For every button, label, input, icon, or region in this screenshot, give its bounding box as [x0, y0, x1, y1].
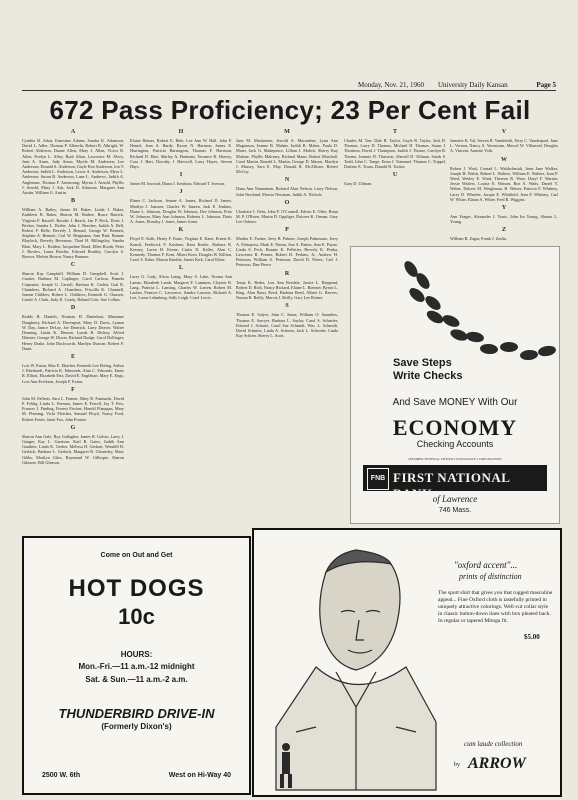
- name-list: William A. Bailey, James M. Baker, Linda J. Baker, Kathleen B. Baker, Sharon M. Barbee, Bruce Barrick, Virginia P. Bassell, Rosalie J. Beach, Jan P. Beck, Doris J. Becker, Sandra L. Beebe, John J. Beecher, Judith A. Bell, Robert F. Belle, Beverly J. Benard, George W. Bennett, Stephen A. Bennett, Carl W. Bergmann, Ann Bird, Bonnie Blaylock, Beverly Bevenour, Thad H. Billingsley, Sandra Blair, Mary L. Bolden, Jacqueline Bond, Ellen Booth, Peter J. Bowles, Laura Bowlin, Edward Bradley, Carolyn S. Brewer, Melvin Brown, Nancy Brunner.: [22, 207, 124, 260]
- section-letter: C: [70, 262, 76, 269]
- name-list: Charles M. Tarr, Dale B. Taylor, Gayle R. Taylor, Jack R. Thomas, Larry D. Thomas, Michael H. Thomas, Susan J. Thornton, David J. Thompson, Judith J. Thorne, Carolyn B. Thorne, Jeannie D. Thurston, Sherrill D. Tillman, Sarah S. Todd, John C. Tonge, Erma J. Trammel, Thomas C. Trippel, Darlene E. Truan, Donald R. Tucker.: [344, 138, 446, 170]
- bank-name: FIRST NATIONAL BANK: [393, 470, 510, 501]
- slogan-line-2: Write Checks: [393, 370, 463, 382]
- section-letter: V: [501, 129, 507, 135]
- bank-town: of Lawrence: [432, 494, 478, 504]
- section-letter: R: [284, 270, 290, 277]
- arrow-price: $5.00: [524, 633, 540, 641]
- masthead-rule: [22, 90, 556, 91]
- name-list: Sharon Kay Campbell, William D. Campbell, Scott J. Cantier, Barbara M. Caplinger, Carol Carlson, Pamela Carpenter, Joseph G. Carroll, Barbara K. Catlett, Gail R. Chambers, Richard A. Chambers, Priscilla K. Channell, Jeanne Childers, Robert L. Childress, Kenneth G. Clausen, Carole A. Clark, Judy K. Coady, Roland Cole, Sue Collins.: [22, 271, 124, 303]
- section-letter: L: [178, 265, 183, 272]
- bank-checking: Checking Accounts: [416, 439, 494, 449]
- name-list-column-4: [344, 126, 446, 246]
- name-list: Roddy B. Daniels, Norman H. Danielson, Marianne Daugherty, Richard A. Davenport, Mary D. Davis, Lyman W. Day, Janice DeLay, Joe Deatrick, Larry Deaver, Walter Denning, Linda K. Denton, Lynda R. Dickey, Alfred Dittmer, George W. Dixon, Richard Dodge, Carol Dollinger, Henry Drake, John Duckworth, Marilyn Duncan, Robert F. Dunn.: [22, 314, 124, 351]
- name-list: Ann Yeager, Alexander J. Youts, John Ira Young, Sharon L. Young.: [450, 214, 558, 225]
- name-list: Larry G. Lady, Alicia Laing, Mary S. Lake, Norma Ann Lamar, Elizabeth Lamb, Margaret F. Lammon, Clayton R. Lang, Patricia L. Lansing, Charles W. Larsen, Robert M. Lauber, Frances C. Lawrence, Sandra Lawson, Richard A. Lee, Lorna Lehmberg, Sally Leigh, Carol Lewis.: [130, 274, 232, 301]
- section-letter: F: [71, 386, 75, 393]
- section-letter: G: [70, 424, 76, 431]
- bank-and-save: And Save MONEY With Our: [392, 397, 518, 408]
- bank-address: 746 Mass.: [438, 507, 472, 514]
- name-list-column-1: [22, 126, 124, 536]
- arrow-brand-logo: ARROW: [468, 755, 526, 772]
- section-letter: H: [178, 129, 184, 135]
- man-portrait-illustration: [256, 532, 446, 792]
- arrow-copy: The sport shirt that gives you that rugged masculine appeal... Fine Oxford cloth is tastefully printed in uniquely attractive colorings. Well-cut collar style in classic button-down lines with box pleated back. In regular or tapered Mitoga fit.: [438, 590, 553, 624]
- section-letter: Y: [501, 205, 507, 212]
- bank-economy: ECONOMY: [392, 415, 518, 440]
- section-letter: T: [392, 129, 397, 135]
- section-letter: Z: [501, 227, 506, 234]
- drive-in-address: 2500 W. 6th: [42, 772, 81, 779]
- name-list: James M. Inwood, Diana J. Isenhour, Edward T. Iverson.: [130, 181, 226, 187]
- name-list: Thomas E. Salyer, John C. Sauer, William O. Saunders, Thomas E. Sawyer, Barbara L. Saylor, Carol S. Schaefer, Edward J. Scharfe, Carol Sue Schmidt, Wm. L. Schmidt, David Schmitz, Linda A. Schoess, Jack L. Schroder, Linda Kay Schrier, Sherry L. Scott.: [236, 312, 338, 339]
- name-list: Gary D. Ullman.: [344, 181, 373, 187]
- section-letter: A: [70, 129, 76, 135]
- page-number: Page 5: [536, 81, 556, 89]
- section-letter: O: [284, 199, 290, 206]
- section-letter: B: [70, 198, 75, 205]
- drive-in-hot-dogs: HOT DOGS: [68, 575, 205, 602]
- drive-in-highway: West on Hi-Way 40: [168, 772, 231, 779]
- footprints-illustration: [351, 251, 559, 361]
- section-letter: U: [392, 172, 398, 179]
- arrow-by: by: [454, 762, 460, 768]
- arrow-collection: cum laude collection: [464, 740, 523, 748]
- name-list: Sharon Ann Gale, Roy Gallagher, James R. Galvin, Larry J. Gauger, Kay L. Garrison, Karl R. Gates, Judith Ann Gauthier, Linda K. Gerber, Melissa H. Gerhart, Wendell B. Gerlach, Barbara L. Gerlach, Margaret R. Ghormley, Mary Gibbs, Marilyn Giles, Raymond W. Gillespie, Sharon Gilmore, Bill Gleason.: [22, 433, 124, 465]
- name-list: Jane M. Mackenzie, Jerrold A. Macomber, Lynn Ann Magnuson, Jeanne R. Mahan, Judith R. Maher, Paula D. Maier, Jack G. Makepeace, Lillian J. Malick, Sherry Kay Malone, Phyllis Maloney, Richard Mann, Robert Marshall, Carol Martin, Ronald L. Martin, George D. Mason, Marilyn J. Massey, Sara E. May, Donald R. McAllister, Robert McCoy.: [236, 138, 338, 175]
- section-letter: J: [179, 189, 183, 196]
- section-letter: K: [178, 227, 184, 234]
- section-letter: P: [285, 227, 289, 234]
- drive-in-name: THUNDERBIRD DRIVE-IN: [58, 706, 215, 721]
- drive-in-come-on: Come on Out and Get: [100, 552, 173, 559]
- section-letter: E: [70, 353, 75, 360]
- bank-logo: FNB: [367, 468, 389, 490]
- drive-in-formerly: (Formerly Dixon's): [101, 722, 172, 731]
- drive-in-price: 10c: [118, 604, 155, 629]
- name-list: Lois W. Eaton, Max E. Ebacher, Kenneth Lee Ebling, Arthur J. Eberhardt, Patricia K. Edmonds, Alan C. Edwards, Ennis R. Elliott, Elizabeth Ertz, David E. Englehart, Mary E. Engs, Lois Ann Erickson, Joseph F. Evans.: [22, 362, 124, 384]
- bank-advertisement: [350, 246, 560, 524]
- drive-in-hours-label: HOURS:: [120, 650, 153, 659]
- name-list: Jeanette K. Val, Steven R. Vanderbilt, Terry C. Vanderpool, Jane L. Vernon, Nancy A. Vernstrom, Marcel W. Villarreal, Douglas A. Vincent, Annette Voth.: [450, 138, 558, 154]
- section-letter: S: [285, 303, 289, 310]
- arrow-shirt-advertisement: [252, 528, 562, 797]
- section-letter: W: [501, 156, 507, 163]
- name-list: Tonja K. Reder, Lou Ann Reedale, Janice L. Reppond, Robert D. Rich, Nancy Rickard, Elaine L. Rienner, Byron L. Ring, Alan Barry Reed, Barbara Reed, Albert G. Reeves, Norma B. Reilly, Marcia J. Reilly, Gary Lee Reiner.: [236, 279, 338, 301]
- section-letter: N: [284, 177, 290, 184]
- slogan-line-1: Save Steps: [393, 357, 452, 369]
- name-list: Cynthia B. Adair, Ernestine Adams, Sandra K. Adamson, David L. Adler, Thomas P. Albrecht, Robert R. Albright, W. Robert Alderson, Duane Allen, Mary J. Allen, Victor B. Allen, Evelyn L. Alley, Ruth Alton, Lawrence M. Alvey, Jean A. Ames, Judy Amos, Myrtle M. Andersen; Lee Anderson; Donald A. Anderson, Gayle Roe Anderson, Jon T. Anderson, Judith L. Anderson, Lewis A. Anderson, Myra L. Anderson, Susan B. Anderson, Lane L. Andrews, Judith A. Angleman, Thomas F. Armstrong, Myrna J. Arnold, Phyllis J. Arnold, Mary J. Ash, Jack D. Ashmore, Margaret Ann Austin, William G. Austin.: [22, 138, 124, 196]
- bank-slogan: [393, 357, 463, 383]
- drive-in-advertisement: [22, 536, 251, 795]
- name-list: John M. Fallerts, Sara L. Farmer, Mary R. Fastnacht, David P. Fehlig, Linda L. Ferman, James E. Ferrell, Jay T. Few, Frances J. Finding, Forrest Fischer, Harold Flanagan, Mary M. Fleming, Vicki Fletcher, Samuel Floyd, Nancy Ford, Robert Foster, Janet Fox, John Frazier.: [22, 395, 124, 422]
- name-list-column-2: [130, 126, 232, 606]
- drive-in-hours-weekend: Sat. & Sun.—11 a.m.-2 a.m.: [85, 675, 188, 684]
- name-list: Robert J. Waal, Conrad L. Waldschmidt, Janis Jane Walker, Joseph H. Walsh, Robert L. Walters, William E. Walters, Jean P. Ward, Wesley E. Ward, Thereon R. Ware, Daryl F. Warner, Jessie Walters, Louise E. Watson, Roe A. Watts, Darrel Y. Weber, Deloris M. Weighman, B. Weiser, Patricia F. Whitney, Larry D. Wheeler, Jacque E. Whitfield, Jean F. Whitney, Carl W. White, Elaine A. White, Fred R. Wiggins.: [450, 165, 558, 202]
- section-letter: M: [284, 129, 290, 135]
- bank-fdic-note: MEMBER FEDERAL DEPOSIT INSURANCE CORPORATION: [408, 457, 502, 461]
- name-list: William R. Zagar, Frank J. Zaslin.: [450, 236, 508, 242]
- name-list: Elaine Haines, Robert E. Hale, Lee Ann W. Hall, John F. Hamel, Jean A. Hardy, Byron N. Harmon, James E. Harrington, Patricia Harrington, Thomas F. Harrison, Richard D. Hart, Shirley A. Hartman, Terrance B. Harvey, Cora J. Hart, Dorothy J. Hartwell, Larry Hayes, Steven Hays.: [130, 138, 232, 170]
- name-list: Floyd E. Kalb, Henry F. Kane, Virginia E. Kane, Ernest K. Kansil, Frederick F. Kashner, Kent Keeler, Barbara R. Keeney, Loren H. Keene, Curtis D. Keller, Alan C. Kennedy, Thomas F. Kent, Albert Kern, Douglas B. Killion, Carol S. Kilne, Marcia Kimble, James Kirk, Carol Kline.: [130, 236, 232, 263]
- issue-date: Monday, Nov. 21, 1960: [358, 81, 424, 89]
- arrow-headline: "oxford accent"...: [454, 560, 518, 570]
- name-list: Martha E. Packer, Jerry B. Palmer, Joseph Palmisano, Jerry A. Palmqvist, Mark E. Patton, Sue A. Patton, Ann E. Payne, Linda S. Peck, Bonnie K. Pelletier, Beverly K. Penka, Lawrence R. Penner, Robert D. Perkins, Jr., Andrew H. Peterson, William A. Peterson, David D. Peters, Carl J. Peterson, Dan Pierce.: [236, 236, 338, 268]
- paper-name: University Daily Kansan: [438, 81, 508, 89]
- name-list: Elmer C. Jackson, Jeanne A. James, Richard D. James, Marilyn J. Janssen, Charles W. Janzen, Jack E. Jenkins, Diane L. Johnson, Douglas W. Johnson, Dee Johnson, Fritz W. Johnson, Mary Ann Johnson, Roberta L. Johnson, Doris A. Jones, Dorothy J. Jones, James Jones.: [130, 198, 232, 225]
- section-letter: I: [179, 172, 183, 179]
- name-list-column-5: [450, 126, 558, 246]
- section-letter: D: [70, 305, 76, 312]
- name-list: Dana Ann Nanneman, Richard Alan Nelson, Larry Nelson, John Newland, Marcia Newman, Judith A. Nichols.: [236, 186, 338, 197]
- drive-in-hours-weekday: Mon.-Fri.—11 a.m.-12 midnight: [78, 662, 195, 671]
- name-list: Charlotte J. Oehs, John F. O'Connell, Edwin E. Offer, Brian M. P. O'Brien, Martin D. Oppliger, Dolores K. Orman, Gary Lee Osborn.: [236, 208, 338, 225]
- page-headline: 672 Pass Proficiency; 23 Per Cent Fail: [49, 95, 531, 125]
- arrow-subhead: prints of distinction: [459, 572, 522, 581]
